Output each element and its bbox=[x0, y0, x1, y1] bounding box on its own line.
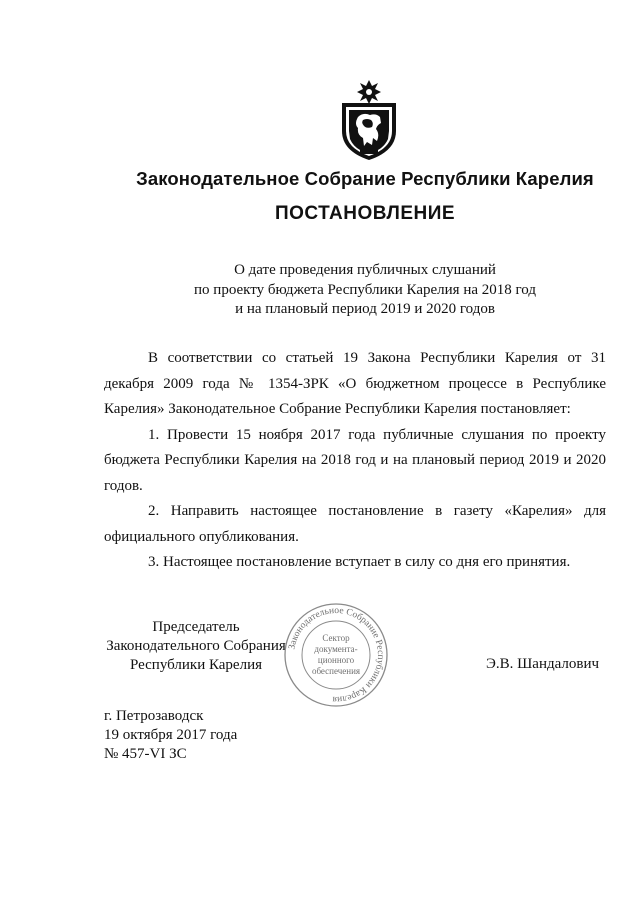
item-paragraph: 3. Настоящее постановление вступает в силу со дня его принятия. bbox=[148, 554, 571, 570]
signer-position-line: Председатель bbox=[152, 619, 240, 635]
signer-name: Э.В. Шандалович bbox=[486, 656, 600, 672]
subject-line: и на плановый период 2019 и 2020 годов bbox=[235, 301, 495, 317]
subject-line: по проекту бюджета Республики Карелия на 2018 год bbox=[194, 281, 536, 298]
document-footer bbox=[104, 707, 237, 764]
organization-title: Законодательное Собрание Республики Карелия bbox=[136, 168, 594, 189]
stamp-ring-text: Законодательное Собрание Республики Карелия bbox=[287, 605, 386, 705]
coat-of-arms-icon bbox=[336, 79, 402, 161]
document-body bbox=[104, 346, 606, 576]
document-type: ПОСТАНОВЛЕНИЕ bbox=[274, 203, 456, 224]
subject-line: О дате проведения публичных слушаний bbox=[234, 262, 496, 278]
stamp-center-line: документа- bbox=[314, 644, 358, 654]
preamble-paragraph: В соответствии со статьей 19 Закона Республики Карелия от 31 декабря 2009 года № 1354-ЗРК «О бюджетном процессе в Республике Карелия» Законодательное Собрание Республики Карелия постановляет: bbox=[104, 350, 606, 417]
signer-position-line: Законодательного Собрания bbox=[106, 638, 286, 654]
star-icon bbox=[357, 80, 381, 104]
document-subject bbox=[0, 261, 640, 320]
stamp-center-line: обеспечения bbox=[311, 666, 361, 676]
signer-position-line: Республики Карелия bbox=[129, 657, 263, 673]
footer-date: 19 октября 2017 года bbox=[104, 727, 238, 743]
stamp-center-line: Сектор bbox=[322, 633, 350, 643]
stamp-center-line: ционного bbox=[317, 655, 355, 665]
item-paragraph: 1. Провести 15 ноября 2017 года публичные слушания по проекту бюджета Республики Карелия на 2018 год и на плановый период 2019 и 2020 годов. bbox=[104, 426, 606, 494]
signer-position bbox=[100, 618, 292, 675]
footer-number: № 457-VI ЗС bbox=[104, 746, 187, 762]
official-stamp bbox=[282, 601, 390, 709]
item-paragraph: 2. Направить настоящее постановление в газету «Карелия» для официального опубликования. bbox=[104, 503, 606, 545]
footer-city: г. Петрозаводск bbox=[104, 708, 204, 724]
